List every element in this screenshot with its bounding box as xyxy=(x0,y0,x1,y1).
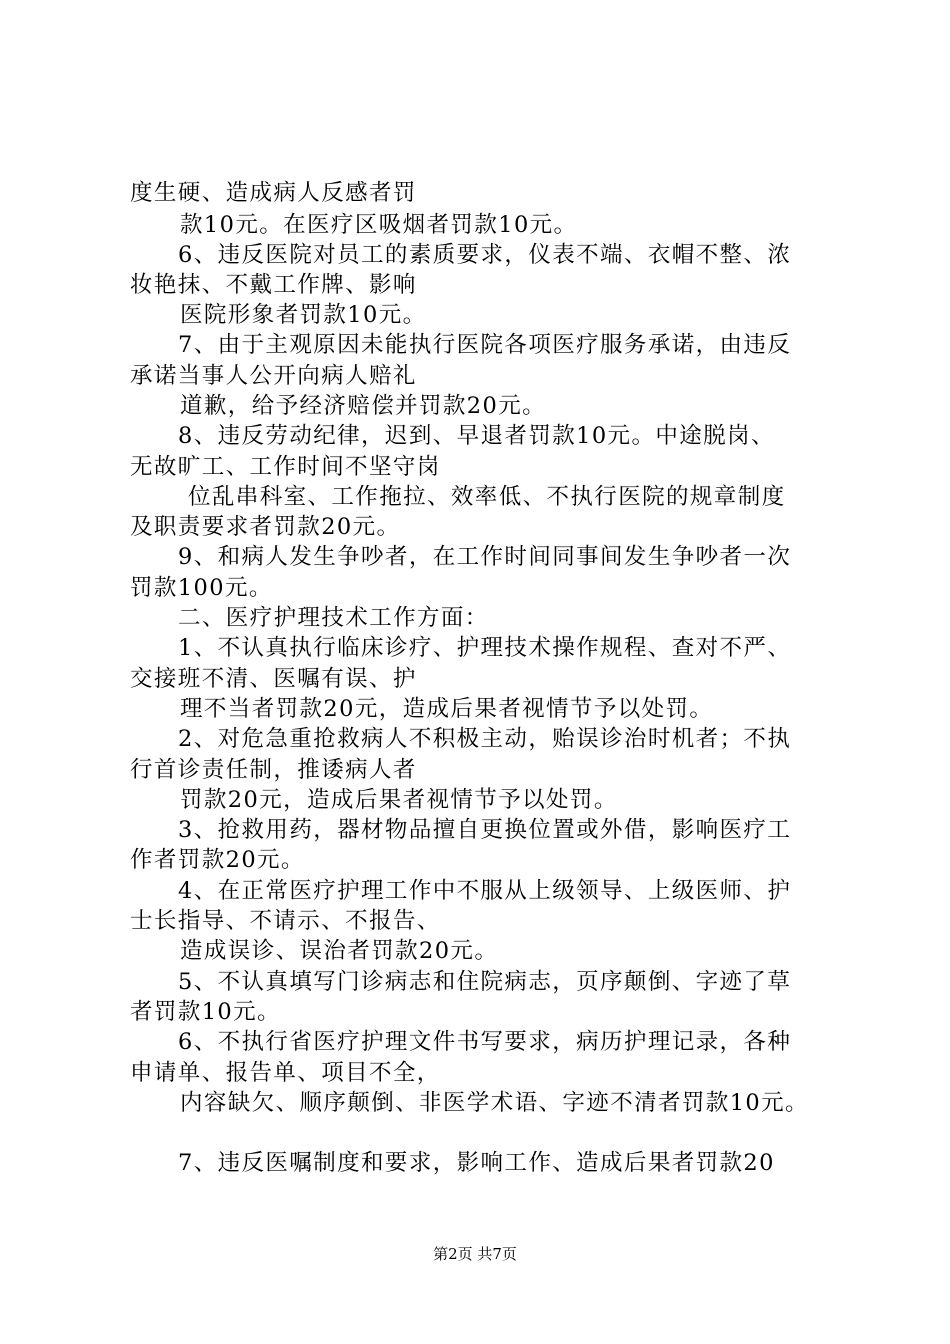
text-line: 士长指导、不请示、不报告、 xyxy=(130,908,441,934)
text-line: 6、违反医院对员工的素质要求，仪表不端、衣帽不整、浓 xyxy=(178,242,792,268)
text-line: 9、和病人发生争吵者，在工作时间同事间发生争吵者一次 xyxy=(178,544,792,570)
text-line: 者罚款10元。 xyxy=(130,999,281,1025)
text-line: 内容缺欠、顺序颠倒、非医学术语、字迹不清者罚款10元。 xyxy=(180,1090,809,1116)
text-line: 无故旷工、工作时间不坚守岗 xyxy=(130,454,441,480)
text-line: 1、不认真执行临床诊疗、护理技术操作规程、查对不严、 xyxy=(178,635,792,661)
page-number-footer: 第2页 共7页 xyxy=(433,1245,517,1263)
text-line: 造成误诊、误治者罚款20元。 xyxy=(180,938,499,964)
text-line: 2、对危急重抢救病人不积极主动，贻误诊治时机者；不执 xyxy=(178,726,792,752)
text-line: 6、不执行省医疗护理文件书写要求，病历护理记录，各种 xyxy=(178,1029,792,1055)
text-line: 7、违反医嘱制度和要求，影响工作、造成后果者罚款20 xyxy=(178,1150,775,1176)
text-line: 3、抢救用药，器材物品擅自更换位置或外借，影响医疗工 xyxy=(178,817,792,843)
text-line: 理不当者罚款20元，造成后果者视情节予以处罚。 xyxy=(180,696,714,722)
text-line: 行首诊责任制，推诿病人者 xyxy=(130,757,417,783)
text-line: 4、在正常医疗护理工作中不服从上级领导、上级医师、护 xyxy=(178,878,792,904)
text-line: 及职责要求者罚款20元。 xyxy=(130,514,401,540)
text-line: 交接班不清、医嘱有误、护 xyxy=(130,666,417,692)
text-line: 承诺当事人公开向病人赔礼 xyxy=(130,363,417,389)
text-line: 位乱串科室、工作拖拉、效率低、不执行医院的规章制度 xyxy=(188,484,786,510)
text-line: 道歉，给予经济赔偿并罚款20元。 xyxy=(180,393,547,419)
text-line: 款10元。在医疗区吸烟者罚款10元。 xyxy=(180,212,578,238)
text-line: 罚款100元。 xyxy=(130,575,273,601)
text-line: 8、违反劳动纪律，迟到、早退者罚款10元。中途脱岗、 xyxy=(178,423,775,449)
text-line: 7、由于主观原因未能执行医院各项医疗服务承诺，由违反 xyxy=(178,332,792,358)
text-line: 罚款20元，造成后果者视情节予以处罚。 xyxy=(180,787,618,813)
text-line: 妆艳抹、不戴工作牌、影响 xyxy=(130,272,417,298)
section-heading: 二、医疗护理技术工作方面： xyxy=(178,605,489,631)
text-line: 申请单、报告单、项目不全， xyxy=(130,1060,441,1086)
text-line: 作者罚款20元。 xyxy=(130,847,305,873)
text-line: 医院形象者罚款10元。 xyxy=(180,302,427,328)
text-line: 5、不认真填写门诊病志和住院病志，页序颠倒、字迹了草 xyxy=(178,969,792,995)
text-line: 度生硬、造成病人反感者罚 xyxy=(130,180,417,206)
